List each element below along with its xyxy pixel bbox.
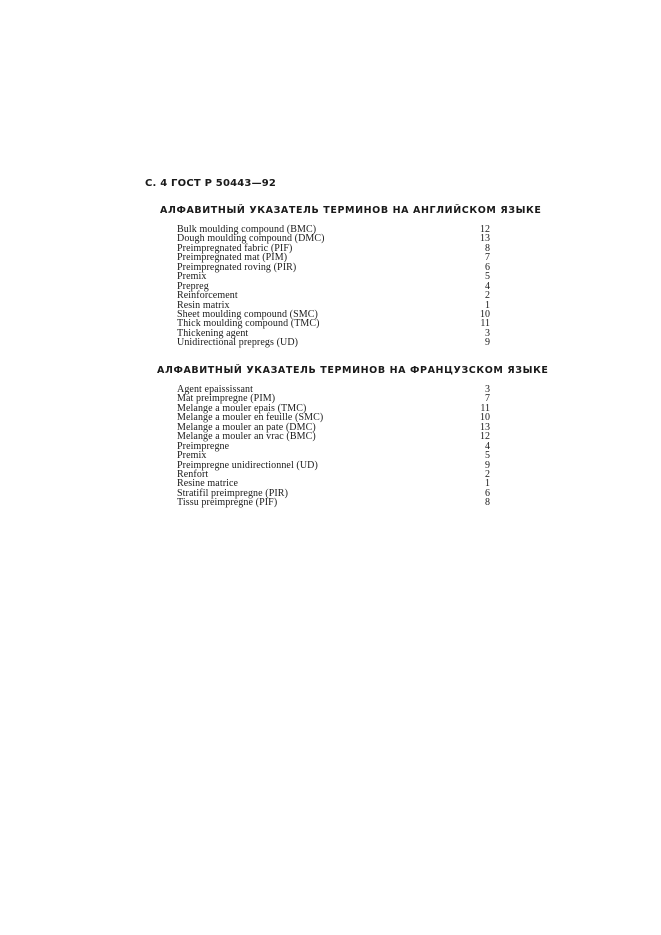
index-term-number: 2 bbox=[485, 468, 490, 480]
index-term-number: 6 bbox=[485, 487, 490, 499]
index-term: Dough moulding compound (DMC) bbox=[177, 233, 325, 245]
index-term-number: 4 bbox=[485, 280, 490, 292]
index-term: Bulk moulding compound (BMC) bbox=[177, 224, 317, 235]
index-term: Preimpregne bbox=[177, 440, 230, 452]
index-term-number: 2 bbox=[485, 290, 490, 302]
index-term: Resine matrice bbox=[177, 478, 239, 490]
index-term: Preimpregne unidirectionnel (UD) bbox=[177, 459, 318, 471]
index-term-number: 3 bbox=[485, 327, 490, 339]
index-term: Agent epaississant bbox=[177, 384, 253, 395]
index-entry bbox=[177, 272, 490, 281]
index-term: Premix bbox=[177, 271, 207, 283]
french-index-list bbox=[177, 385, 490, 508]
index-term-number: 1 bbox=[485, 299, 490, 311]
index-term-number: 10 bbox=[480, 412, 490, 424]
index-term: Preimpregnated roving (PIR) bbox=[177, 261, 297, 273]
index-term: Prepreg bbox=[177, 280, 209, 292]
index-term: Preimpregnated fabric (PIF) bbox=[177, 242, 293, 254]
english-index-list bbox=[177, 225, 490, 348]
index-entry bbox=[177, 461, 490, 470]
index-term-number: 11 bbox=[480, 402, 490, 414]
index-term-number: 4 bbox=[485, 440, 490, 452]
index-term-number: 13 bbox=[480, 233, 490, 245]
index-term: Resin matrix bbox=[177, 299, 230, 311]
index-term-number: 1 bbox=[485, 478, 490, 490]
index-term: Sheet moulding compound (SMC) bbox=[177, 308, 318, 320]
index-term: Reinforcement bbox=[177, 290, 238, 302]
index-term: Mat preimpregne (PIM) bbox=[177, 393, 276, 405]
page-header: С. 4 ГОСТ Р 50443—92 bbox=[145, 178, 277, 189]
index-term-number: 3 bbox=[485, 384, 490, 395]
index-term: Unidirectional prepregs (UD) bbox=[177, 337, 299, 349]
index-entry bbox=[177, 498, 490, 507]
index-term-number: 11 bbox=[480, 318, 490, 330]
index-term-number: 9 bbox=[485, 337, 490, 349]
index-term-number: 5 bbox=[485, 450, 490, 462]
index-term: Premix bbox=[177, 450, 207, 462]
index-term: Thick moulding compound (TMC) bbox=[177, 318, 320, 330]
index-term: Melange a mouler en feuille (SMC) bbox=[177, 412, 324, 424]
section-heading-french: АЛФАВИТНЫЙ УКАЗАТЕЛЬ ТЕРМИНОВ НА ФРАНЦУЗСКОМ ЯЗЫКЕ bbox=[157, 365, 549, 376]
section-heading-english: АЛФАВИТНЫЙ УКАЗАТЕЛЬ ТЕРМИНОВ НА АНГЛИЙСКОМ ЯЗЫКЕ bbox=[160, 205, 542, 216]
index-term-number: 10 bbox=[480, 308, 490, 320]
index-term: Tissu preimpregne (PIF) bbox=[177, 497, 278, 509]
index-term: Renfort bbox=[177, 468, 209, 480]
index-term-number: 12 bbox=[480, 431, 490, 443]
index-term-number: 8 bbox=[485, 242, 490, 254]
index-term: Preimpregnated mat (PIM) bbox=[177, 252, 288, 264]
index-term-number: 7 bbox=[485, 393, 490, 405]
index-term-number: 6 bbox=[485, 261, 490, 273]
index-term: Melange a mouler an pate (DMC) bbox=[177, 421, 316, 433]
index-term: Stratifil preimpregne (PIR) bbox=[177, 487, 289, 499]
index-entry bbox=[177, 338, 490, 347]
index-term-number: 9 bbox=[485, 459, 490, 471]
index-term-number: 12 bbox=[480, 224, 490, 235]
index-term-number: 7 bbox=[485, 252, 490, 264]
index-term: Thickening agent bbox=[177, 327, 249, 339]
index-term-number: 13 bbox=[480, 421, 490, 433]
index-term-number: 8 bbox=[485, 497, 490, 509]
index-entry bbox=[177, 263, 490, 272]
index-term-number: 5 bbox=[485, 271, 490, 283]
index-term: Melange a mouler an vrac (BMC) bbox=[177, 431, 316, 443]
index-entry bbox=[177, 442, 490, 451]
index-term: Melange a mouler epais (TMC) bbox=[177, 402, 307, 414]
